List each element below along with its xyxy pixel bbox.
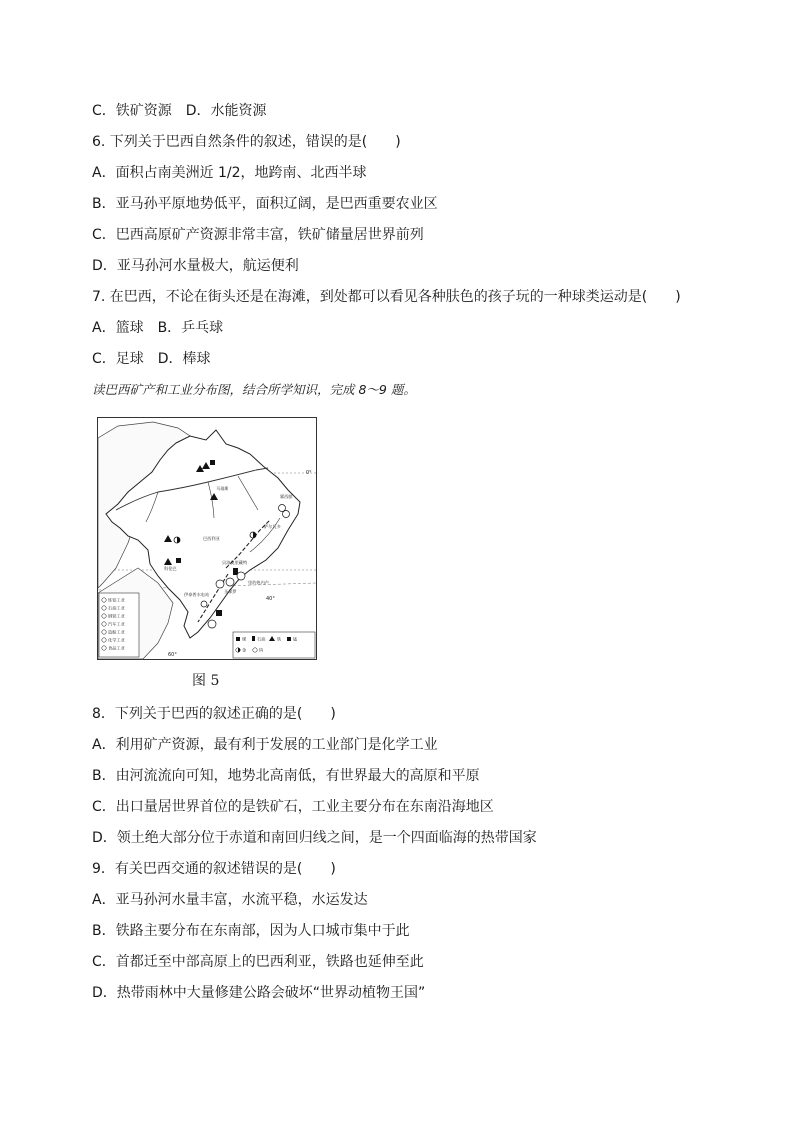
q9-option-a: A．亚马孙河水量丰富，水流平稳，水运发达 (92, 892, 368, 908)
q8-option-b: B．由河流流向可知，地势北高南低，有世界最大的高原和平原 (92, 768, 480, 784)
legend-item: 造船工业 (108, 629, 125, 635)
lat-label-0: 0° (306, 470, 312, 476)
legend-item: 石油工业 (108, 605, 125, 611)
city-label: 马瑙斯 (216, 486, 229, 491)
city-label: 圣保罗 (224, 589, 237, 594)
legend-item: 炼铝工业 (108, 597, 125, 603)
industry-symbol (208, 620, 216, 628)
industry-legend (99, 593, 139, 657)
industry-symbol (226, 578, 234, 586)
industry-symbol (279, 505, 286, 512)
legend-item: 锰 (293, 636, 298, 642)
city-label: 萨尔瓦多 (264, 524, 281, 529)
lon-label-40: 40° (266, 596, 275, 602)
city-label: 里约热内卢 (248, 580, 269, 585)
q9-stem: 9．有关巴西交通的叙述错误的是( ) (92, 861, 336, 877)
q5-options-cd: C．铁矿资源 D．水能资源 (92, 103, 267, 119)
q7-options-ab: A．篮球 B．乒乓球 (92, 320, 224, 336)
lon-label-60: 60° (168, 652, 177, 658)
city-label: 巴西利亚 (203, 536, 220, 541)
legend-item: 汽车工业 (108, 621, 125, 627)
q6-option-d: D．亚马孙河水量极大，航运便利 (92, 258, 299, 274)
manganese-symbol (210, 460, 215, 465)
brazil-map-figure (97, 417, 317, 660)
q6-stem: 6. 下列关于巴西自然条件的叙述，错误的是( ) (92, 134, 401, 150)
q7-options-cd: C．足球 D．棒球 (92, 351, 211, 367)
q8-option-a: A．利用矿产资源，最有利于发展的工业部门是化学工业 (92, 737, 438, 753)
q6-option-c: C．巴西高原矿产资源非常丰富，铁矿储量居世界前列 (92, 227, 424, 243)
legend-item: 铁 (277, 636, 282, 642)
q6-option-b: B．亚马孙平原地势低平，面积辽阔，是巴西重要农业区 (92, 196, 438, 212)
q8-option-c: C．出口量居世界首位的是铁矿石，工业主要分布在东南沿海地区 (92, 799, 494, 815)
city-label: 贝洛奥里藏特 (222, 560, 248, 565)
city-label: 累西腓 (280, 494, 293, 499)
legend-item: 钨 (259, 647, 264, 653)
city-label: 伊泰普水电站 (184, 592, 210, 597)
city-label: 科伦巴 (164, 566, 177, 571)
industry-symbol (201, 601, 207, 607)
legend-item: 石油 (257, 636, 266, 642)
manganese-symbol (176, 558, 181, 563)
q7-stem: 7. 在巴西，不论在街头还是在海滩，到处都可以看见各种肤色的孩子玩的一种球类运动是( ) (92, 289, 681, 305)
industry-symbol (283, 511, 290, 518)
q6-option-a: A．面积占南美洲近 1/2，地跨南、北西半球 (92, 165, 367, 181)
q9-option-c: C．首都迁至中部高原上的巴西利亚，铁路也延伸至此 (92, 954, 424, 970)
q9-option-b: B．铁路主要分布在东南部，因为人口城市集中于此 (92, 923, 410, 939)
industry-symbol (216, 580, 224, 588)
legend-item: 食品工业 (108, 645, 125, 651)
figure-caption: 图 5 (192, 673, 220, 689)
q8-option-d: D．领土绝大部分位于赤道和南回归线之间，是一个四面临海的热带国家 (92, 830, 537, 846)
mineral-legend (233, 632, 315, 658)
legend-item: 钢铁工业 (108, 613, 125, 619)
instruction: 读巴西矿产和工业分布图，结合所学知识，完成 8～9 题。 (92, 382, 416, 397)
industry-symbol (237, 572, 245, 580)
q9-option-d: D．热带雨林中大量修建公路会破坏“世界动植物王国” (92, 985, 426, 1001)
legend-item: 煤 (242, 636, 247, 642)
coal-symbol (216, 610, 222, 616)
brazil-map (98, 418, 316, 659)
legend-item: 化学工业 (108, 637, 125, 643)
q8-stem: 8．下列关于巴西的叙述正确的是( ) (92, 706, 336, 722)
legend-item: 金 (242, 647, 247, 653)
